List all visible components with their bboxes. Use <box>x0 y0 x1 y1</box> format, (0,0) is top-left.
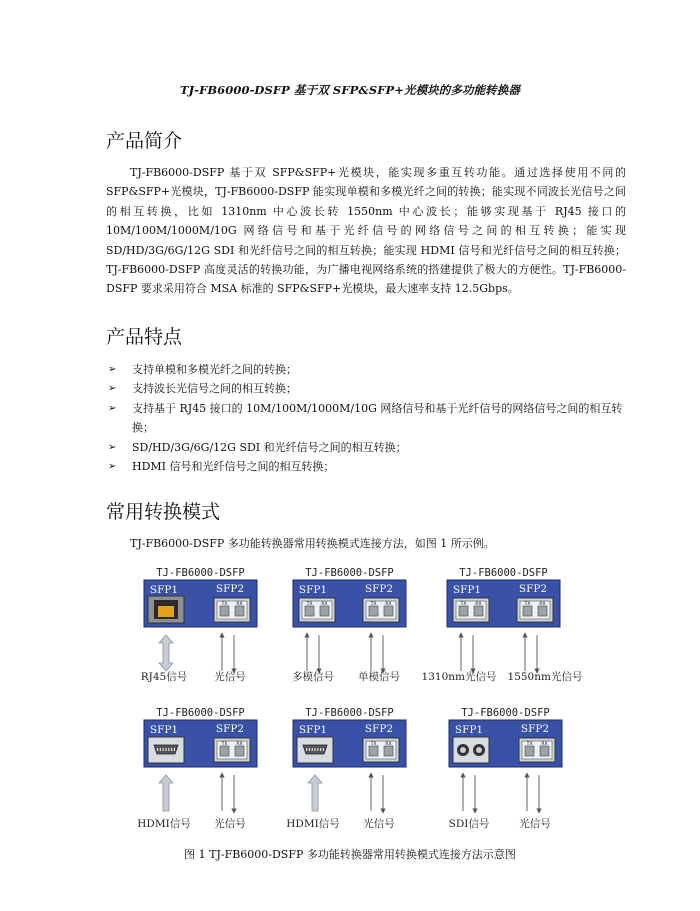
bidirectional-hollow-arrow-icon <box>159 635 173 671</box>
device-model-label: TJ-FB6000-DSFP <box>156 567 245 579</box>
rx-label: RX <box>236 602 243 607</box>
port2-label: SFP2 <box>215 723 245 735</box>
sfp-module-icon <box>453 598 489 622</box>
bullet-arrow-icon: ➢ <box>108 402 117 414</box>
rx-label: RX <box>539 602 546 607</box>
tx-label: TX <box>524 602 531 607</box>
sfp-module-icon <box>363 738 399 762</box>
port2-label: SFP2 <box>520 723 550 735</box>
device-model-label: TJ-FB6000-DSFP <box>459 567 548 579</box>
port2-label: SFP2 <box>215 583 245 595</box>
rx-label: RX <box>236 742 243 747</box>
document-title: TJ-FB6000-DSFP 基于双 SFP&SFP+光模块的多功能转换器 <box>180 83 520 97</box>
modes-paragraph: TJ-FB6000-DSFP 多功能转换器常用转换模式连接方法，如图 1 所示例。 <box>130 537 495 550</box>
port2-label: SFP2 <box>364 723 394 735</box>
intro-paragraph: TJ-FB6000-DSFP 基于双 SFP&SFP+光模块，能实现多重互转功能。通过选择使用不同的 SFP&SFP+光模块，TJ-FB6000-DSFP 能实现单模和多模光纤之间的转换；能实现不同波长光信号之间的相互转换，比如 1310nm 中心波长转 1550nm 中心波长；能够实现基于 RJ45 接口的 10M/100M/1000M/10G 网络信号和基于光纤信号的网络信号之间的相互转换；能实现 SD/HD/3G/6G/12G SDI 和光纤信号之间的相互转换；能实现 HDMI 信号和光纤信号之间的相互转换；TJ-FB6000-DSFP 高度灵活的转换功能，为广播电视网络系统的搭建提供了极大的方便性。TJ-FB6000-DSFP 要求采用符合 MSA 标准的 SFP&SFP+光模块，最大速率支持 12.5Gbps。 <box>106 166 626 296</box>
hollow-arrow-icon <box>308 775 322 811</box>
sfp-module-icon <box>517 598 553 622</box>
section-heading-intro: 产品简介 <box>106 130 183 152</box>
tx-label: TX <box>370 602 377 607</box>
feature-item: ➢ 支持单模和多模光纤之间的转换； <box>106 360 626 379</box>
sfp-module-icon <box>214 738 250 762</box>
tx-label: TX <box>221 742 228 747</box>
converter-device <box>137 707 257 830</box>
signal-label-1: HDMI信号 <box>286 818 340 830</box>
sfp-module-icon <box>363 598 399 622</box>
section-heading-modes: 常用转换模式 <box>106 501 221 523</box>
feature-item: ➢ 支持基于 RJ45 接口的 10M/100M/1000M/10G 网络信号和基于光纤信号的网络信号之间的相互转换； <box>106 399 626 438</box>
conversion-modes-diagram <box>0 560 700 840</box>
tx-label: TX <box>370 742 377 747</box>
section-heading-features: 产品特点 <box>106 326 183 348</box>
sfp-module-icon <box>214 598 250 622</box>
signal-label-1: 1310nm光信号 <box>421 671 497 683</box>
signal-label-1: SDI信号 <box>448 818 490 830</box>
bullet-arrow-icon: ➢ <box>108 441 117 453</box>
device-model-label: TJ-FB6000-DSFP <box>461 707 550 719</box>
converter-device <box>286 707 406 830</box>
signal-label-2: 单模信号 <box>358 671 400 683</box>
signal-label-2: 光信号 <box>363 818 395 830</box>
bullet-arrow-icon: ➢ <box>108 383 117 395</box>
bullet-arrow-icon: ➢ <box>108 461 117 473</box>
converter-device <box>292 567 406 683</box>
device-model-label: TJ-FB6000-DSFP <box>305 707 394 719</box>
tx-label: TX <box>526 742 533 747</box>
rx-label: RX <box>321 602 328 607</box>
port1-label: SFP1 <box>149 584 179 596</box>
port1-label: SFP1 <box>298 584 328 596</box>
signal-label-2: 光信号 <box>214 818 246 830</box>
rx-label: RX <box>541 742 548 747</box>
tx-label: TX <box>460 602 467 607</box>
sfp-module-icon <box>299 598 335 622</box>
signal-label-1: HDMI信号 <box>137 818 191 830</box>
hollow-arrow-icon <box>159 775 173 811</box>
tx-label: TX <box>306 602 313 607</box>
port2-label: SFP2 <box>364 583 394 595</box>
rx-label: RX <box>385 742 392 747</box>
sfp-module-icon <box>519 738 555 762</box>
device-model-label: TJ-FB6000-DSFP <box>305 567 394 579</box>
signal-label-1: RJ45信号 <box>140 671 188 683</box>
port1-label: SFP1 <box>298 724 328 736</box>
port1-label: SFP1 <box>454 724 484 736</box>
signal-label-2: 光信号 <box>214 671 246 683</box>
device-model-label: TJ-FB6000-DSFP <box>156 707 245 719</box>
feature-item: ➢ SD/HD/3G/6G/12G SDI 和光纤信号之间的相互转换； <box>106 438 626 457</box>
converter-device <box>422 567 583 683</box>
port2-label: SFP2 <box>518 583 548 595</box>
tx-label: TX <box>221 602 228 607</box>
bullet-arrow-icon: ➢ <box>108 364 117 375</box>
signal-label-1: 多模信号 <box>292 671 334 683</box>
signal-label-2: 1550nm光信号 <box>507 671 583 683</box>
port1-label: SFP1 <box>452 584 482 596</box>
feature-item: ➢ 支持波长光信号之间的相互转换； <box>106 379 626 398</box>
port1-label: SFP1 <box>149 724 179 736</box>
converter-device <box>141 567 257 683</box>
signal-label-2: 光信号 <box>519 818 551 830</box>
rx-label: RX <box>385 602 392 607</box>
figure-caption: 图 1 TJ-FB6000-DSFP 多功能转换器常用转换模式连接方法示意图 <box>184 848 516 861</box>
rx-label: RX <box>475 602 482 607</box>
feature-list <box>106 360 626 476</box>
converter-device <box>449 707 562 830</box>
feature-item: ➢ HDMI 信号和光纤信号之间的相互转换； <box>106 457 626 476</box>
